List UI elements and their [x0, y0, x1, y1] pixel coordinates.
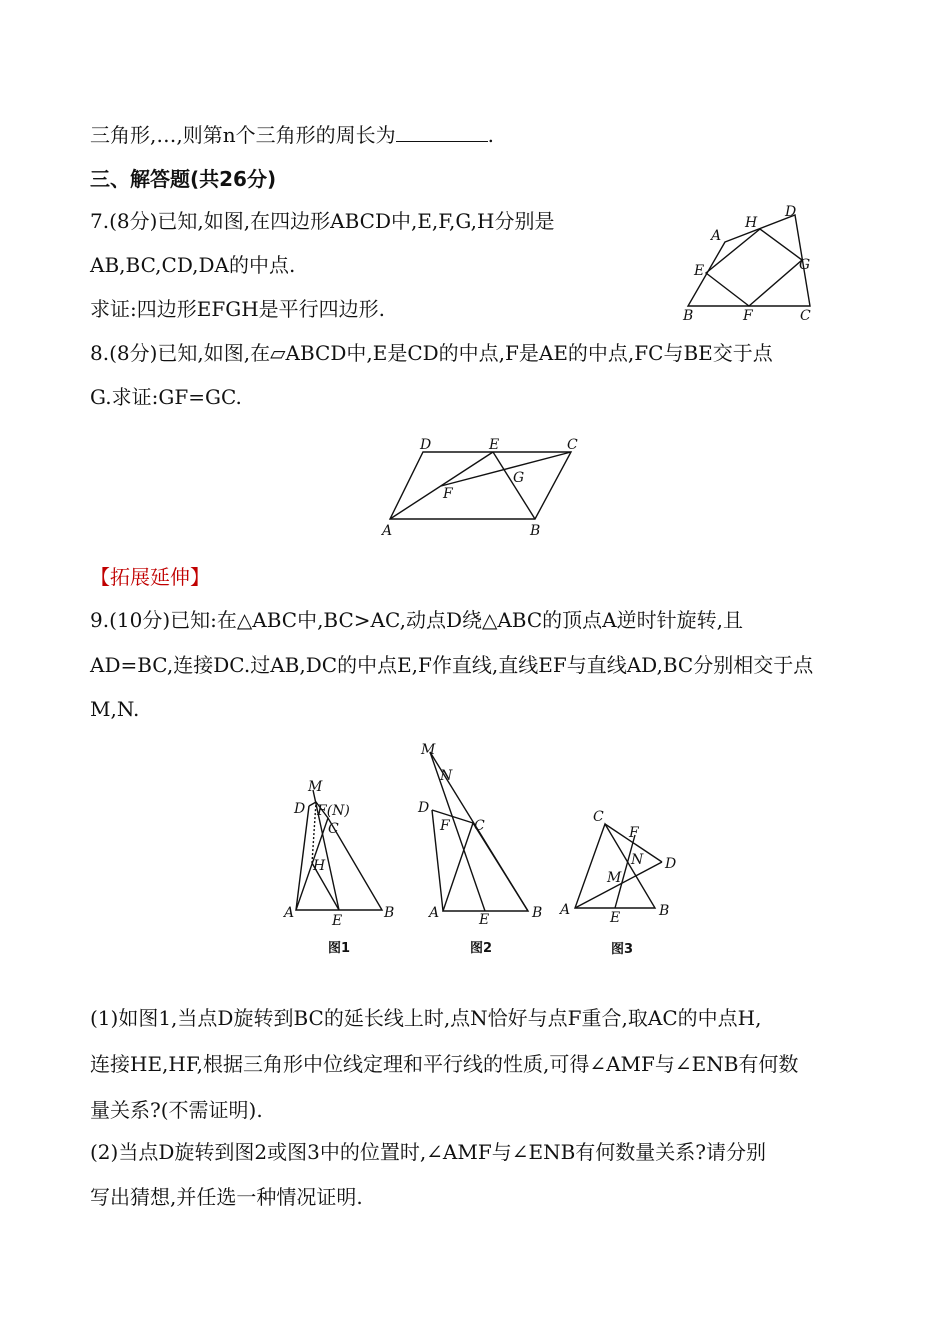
- triangle-abc: [296, 818, 382, 910]
- caption-figure-1: 图1: [328, 941, 351, 956]
- label-e: E: [479, 912, 490, 928]
- label-a: A: [560, 902, 571, 918]
- label-n: N: [440, 768, 453, 784]
- figure-q7: [675, 200, 825, 325]
- caption-figure-2: 图2: [470, 941, 493, 956]
- label-b: B: [384, 905, 395, 921]
- label-c: C: [474, 818, 485, 834]
- label-g: G: [799, 257, 811, 273]
- caption-figure-3: 图3: [611, 942, 634, 957]
- q6-period: .: [487, 123, 494, 147]
- label-d: D: [294, 801, 306, 817]
- q9-line2: AD=BC,连接DC.过AB,DC的中点E,F作直线,直线EF与直线AD,BC分别相交于点: [90, 653, 814, 677]
- q7-line2: AB,BC,CD,DA的中点.: [90, 253, 296, 277]
- figure-q8: [375, 430, 590, 540]
- q9-line1: 9.(10分)已知:在△ABC中,BC>AC,动点D绕△ABC的顶点A逆时针旋转,且: [90, 608, 743, 632]
- label-e: E: [694, 263, 705, 279]
- q6-text: 三角形,…,则第n个三角形的周长为: [90, 123, 396, 147]
- figure-9-2: [410, 738, 550, 956]
- q9-line3: M,N.: [90, 697, 140, 721]
- parallelogram-abcd: [390, 452, 571, 519]
- q9-part1-line2: 连接HE,HF,根据三角形中位线定理和平行线的性质,可得∠AMF与∠ENB有何数: [90, 1052, 799, 1076]
- label-f: F: [629, 825, 639, 841]
- q9-part1-line3: 量关系?(不需证明).: [90, 1098, 263, 1122]
- extension-heading: 【拓展延伸】: [90, 565, 210, 589]
- label-a: A: [284, 905, 295, 921]
- q9-part1-line1: (1)如图1,当点D旋转到BC的延长线上时,点N恰好与点F重合,取AC的中点H,: [90, 1006, 762, 1030]
- label-m: M: [607, 870, 622, 886]
- label-d: D: [665, 856, 677, 872]
- label-a: A: [711, 228, 722, 244]
- label-f: F: [443, 486, 453, 502]
- q7-line3: 求证:四边形EFGH是平行四边形.: [90, 297, 385, 321]
- label-b: B: [530, 523, 541, 539]
- label-m: M: [308, 779, 323, 795]
- label-c: C: [800, 308, 811, 324]
- label-a: A: [429, 905, 440, 921]
- label-d: D: [785, 204, 797, 220]
- label-fn: F(N): [317, 803, 350, 819]
- label-e: E: [489, 437, 500, 453]
- label-e: E: [610, 910, 621, 926]
- segment-ad: [296, 806, 309, 910]
- label-a: A: [382, 523, 393, 539]
- label-h: H: [313, 858, 326, 874]
- q8-line2: G.求证:GF=GC.: [90, 385, 242, 409]
- q7-line1: 7.(8分)已知,如图,在四边形ABCD中,E,F,G,H分别是: [90, 209, 555, 233]
- label-f: F: [440, 818, 450, 834]
- label-d: D: [418, 800, 430, 816]
- section-heading: 三、解答题(共26分): [90, 167, 277, 191]
- label-e: E: [332, 913, 343, 929]
- label-m: M: [421, 742, 436, 758]
- figure-9-3: [555, 800, 685, 955]
- answer-blank[interactable]: [396, 123, 488, 142]
- q9-part2-line1: (2)当点D旋转到图2或图3中的位置时,∠AMF与∠ENB有何数量关系?请分别: [90, 1140, 767, 1164]
- label-b: B: [659, 903, 670, 919]
- figure-9-1: [280, 775, 400, 955]
- label-b: B: [683, 308, 694, 324]
- label-c: C: [328, 821, 339, 837]
- triangle-abc: [443, 823, 528, 911]
- label-h: H: [745, 215, 758, 231]
- label-g: G: [513, 470, 525, 486]
- label-c: C: [567, 437, 578, 453]
- q9-part2-line2: 写出猜想,并任选一种情况证明.: [90, 1185, 363, 1209]
- q8-line1: 8.(8分)已知,如图,在▱ABCD中,E是CD的中点,F是AE的中点,FC与BE交于点: [90, 341, 773, 365]
- label-c: C: [593, 809, 604, 825]
- label-b: B: [532, 905, 543, 921]
- label-d: D: [420, 437, 432, 453]
- label-f: F: [743, 308, 753, 324]
- segment-fc: [441, 452, 571, 486]
- label-n: N: [631, 852, 644, 868]
- line-q6-end: [90, 121, 494, 149]
